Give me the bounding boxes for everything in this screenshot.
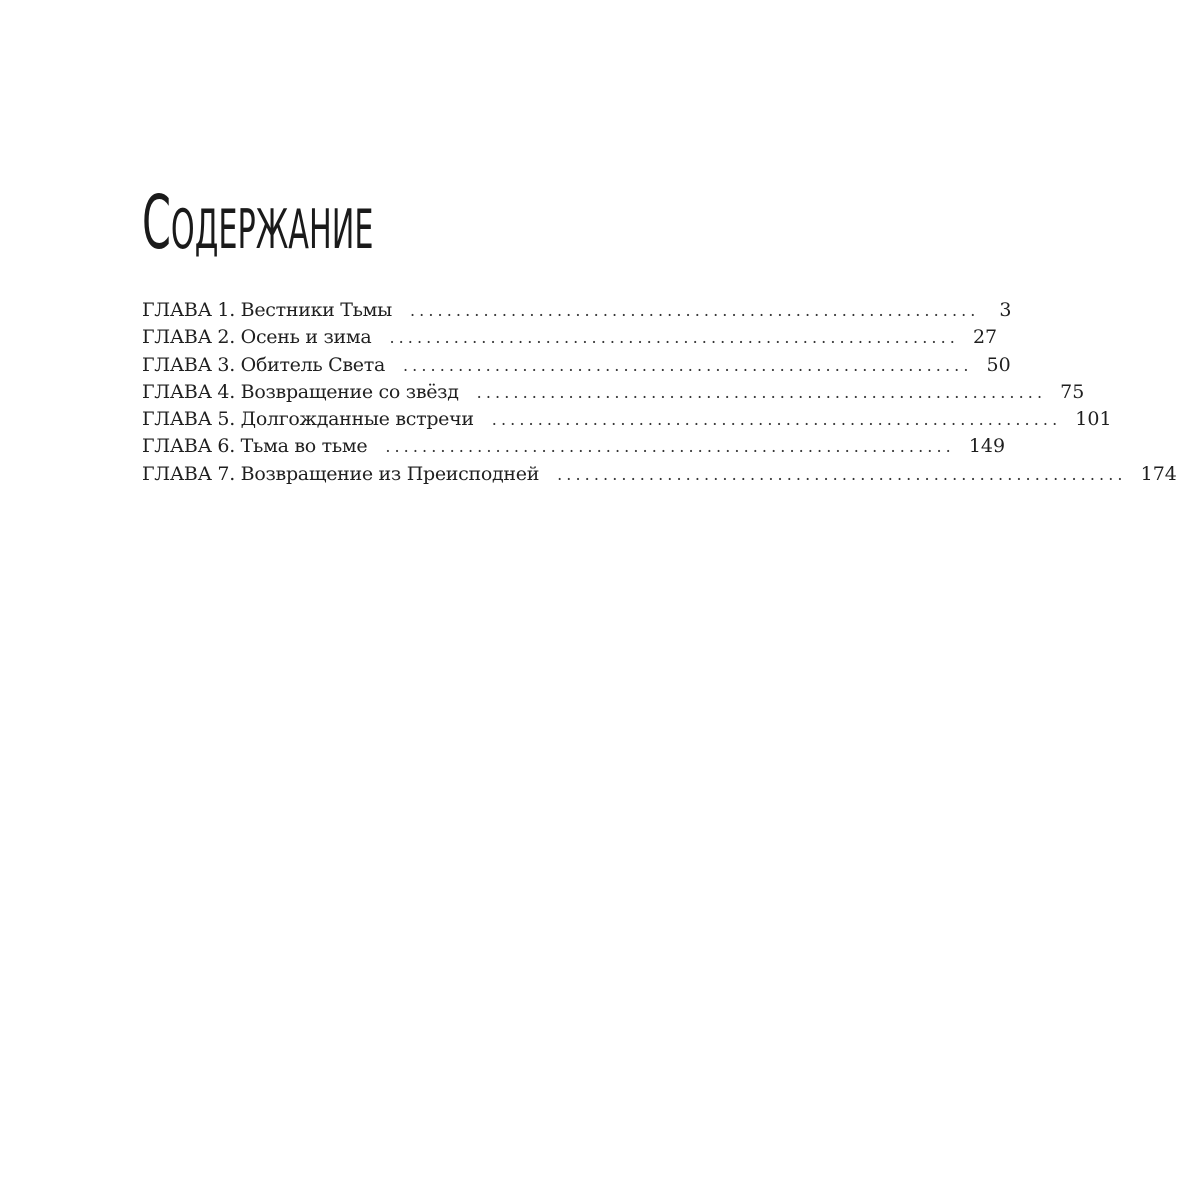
toc-entry-7[interactable] — [142, 461, 1177, 488]
dot-leader: .............................................................. — [389, 328, 959, 348]
toc-entry-label: ГЛАВА 3. Обитель Света — [142, 353, 385, 376]
dot-leader: .............................................................. — [476, 382, 1047, 402]
title-rest: ОДЕРЖАНИЕ — [170, 198, 374, 261]
toc-entry-page: 75 — [1060, 380, 1085, 403]
toc-entry-label: ГЛАВА 2. Осень и зима — [142, 326, 372, 349]
toc-entry-5[interactable] — [142, 406, 1112, 433]
dot-leader: .............................................................. — [409, 301, 980, 320]
dot-leader: .............................................................. — [491, 410, 1062, 430]
page-title — [142, 180, 374, 266]
toc-entry-1[interactable] — [142, 297, 1012, 324]
toc-entry-label: ГЛАВА 6. Тьма во тьме — [142, 435, 368, 458]
toc-entry-label: ГЛАВА 5. Долгожданные встречи — [142, 408, 474, 431]
toc-entry-3[interactable] — [142, 352, 1011, 379]
toc-entry-label: ГЛАВА 7. Возвращение из Преисподней — [142, 462, 540, 485]
dot-leader: .............................................................. — [385, 437, 955, 457]
dot-leader: .............................................................. — [557, 464, 1127, 484]
toc-entry-page: 174 — [1140, 462, 1177, 485]
toc-entry-label: ГЛАВА 4. Возвращение со звёзд — [142, 380, 459, 403]
toc-entry-page: 149 — [968, 435, 1006, 458]
toc-entry-page: 101 — [1075, 408, 1112, 431]
toc-entry-page: 50 — [986, 353, 1011, 376]
title-initial: С — [142, 180, 171, 266]
toc-entry-6[interactable] — [142, 433, 1006, 460]
toc-entry-page: 27 — [972, 326, 998, 349]
table-of-contents — [142, 297, 1177, 488]
toc-entry-4[interactable] — [142, 379, 1085, 406]
toc-entry-label: ГЛАВА 1. Вестники Тьмы — [142, 299, 392, 321]
toc-entry-page: 3 — [999, 299, 1012, 321]
toc-entry-2[interactable] — [142, 324, 998, 351]
dot-leader: .............................................................. — [403, 355, 973, 375]
